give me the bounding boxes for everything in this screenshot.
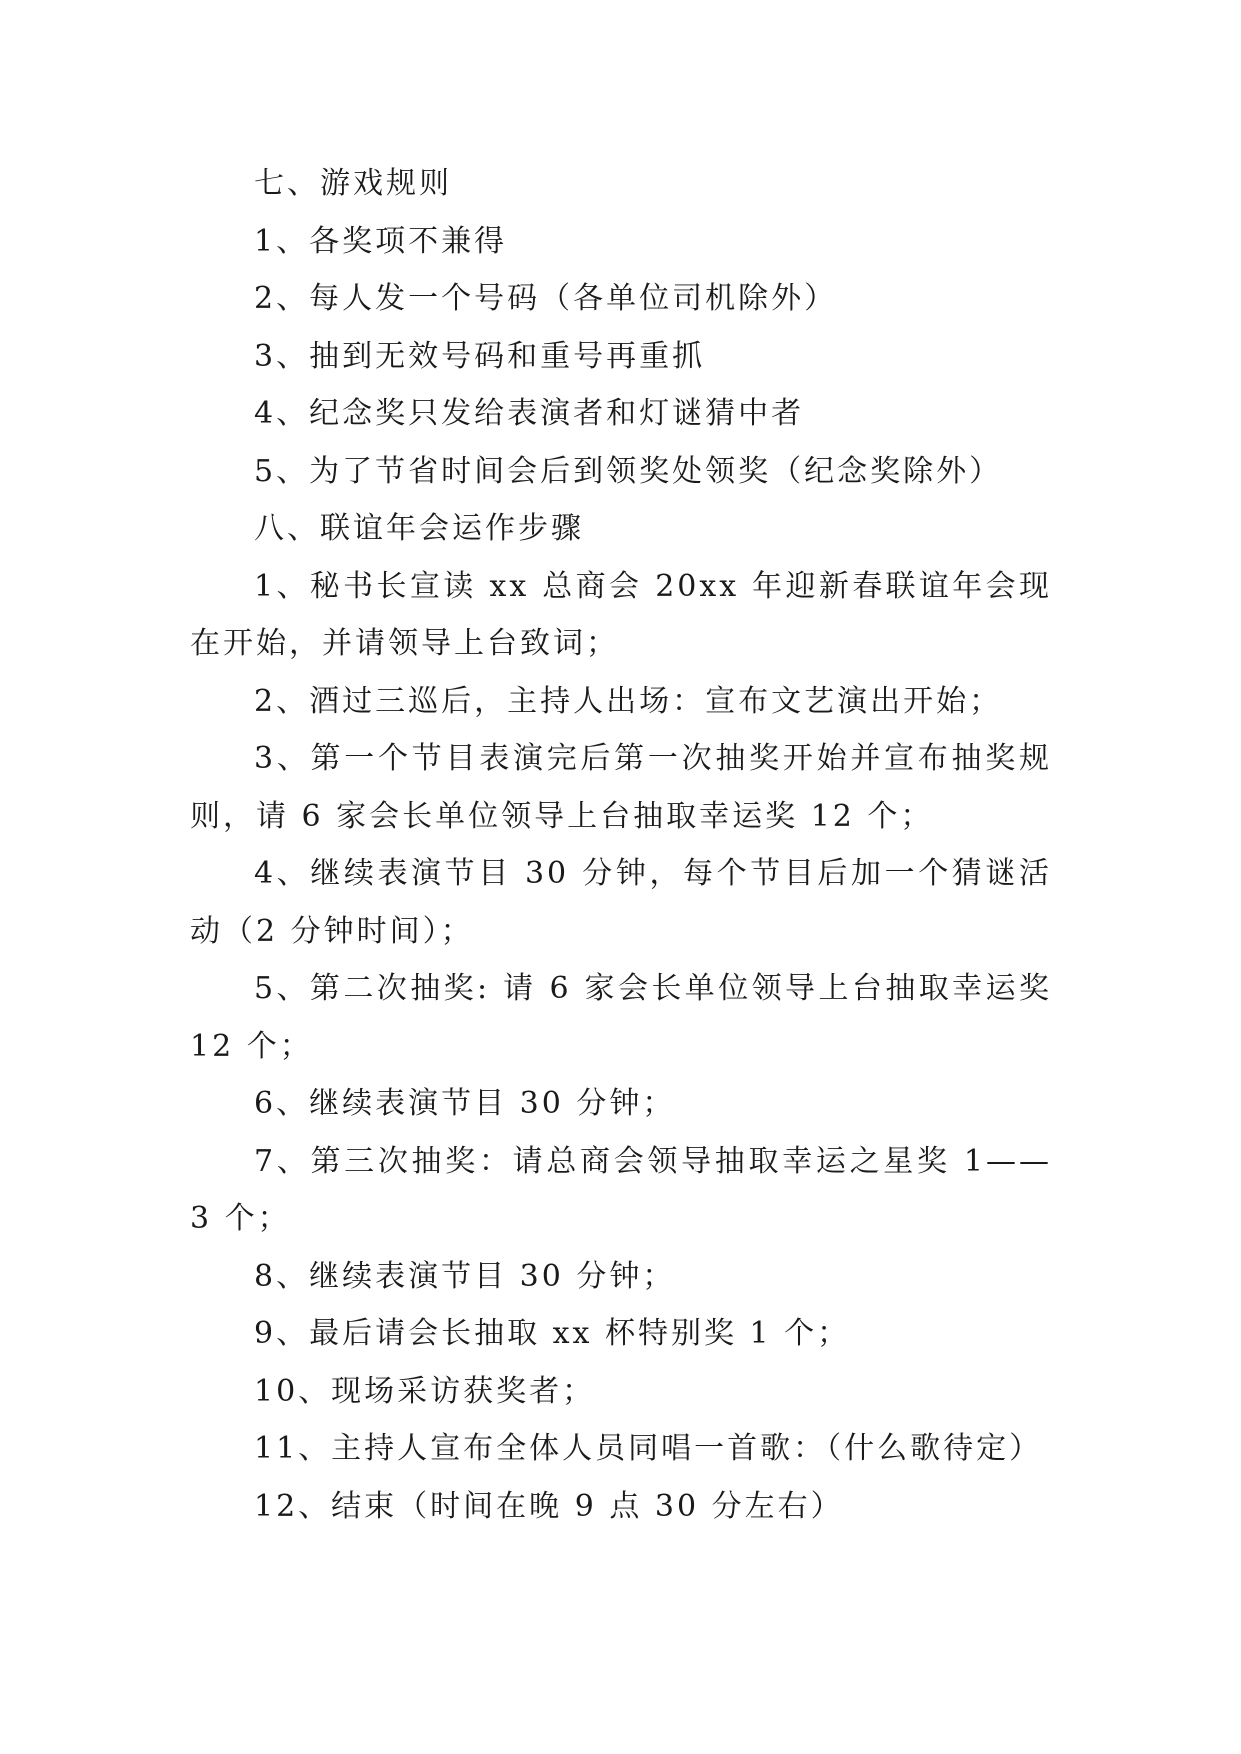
section-heading-procedure: 八、联谊年会运作步骤 [254, 511, 584, 546]
procedure-step-3: 3、第一个节目表演完后第一次抽奖开始并宣布抽奖规则，请 6 家会长单位领导上台抽取幸运奖 12 个； [190, 741, 1052, 834]
rule-item-3: 3、抽到无效号码和重号再重抓 [254, 338, 706, 374]
document-body [190, 155, 1052, 1535]
procedure-step-11: 11、主持人宣布全体人员同唱一首歌：（什么歌待定） [254, 1431, 1043, 1466]
procedure-step-10: 10、现场采访获奖者； [254, 1373, 596, 1409]
rule-item-1: 1、各奖项不兼得 [254, 223, 508, 259]
section-heading-game-rules: 七、游戏规则 [254, 166, 452, 201]
procedure-step-1: 1、秘书长宣读 xx 总商会 20xx 年迎新春联谊年会现在开始，并请领导上台致词； [190, 568, 1052, 661]
procedure-step-2: 2、酒过三巡后，主持人出场：宣布文艺演出开始； [254, 683, 1003, 719]
procedure-step-6: 6、继续表演节目 30 分钟； [254, 1086, 676, 1121]
rule-item-4: 4、纪念奖只发给表演者和灯谜猜中者 [254, 396, 805, 431]
procedure-step-4: 4、继续表演节目 30 分钟，每个节目后加一个猜谜活动（2 分钟时间）； [190, 856, 1052, 949]
procedure-step-8: 8、继续表演节目 30 分钟； [254, 1258, 676, 1294]
rule-item-5: 5、为了节省时间会后到领奖处领奖（纪念奖除外） [254, 453, 1003, 489]
procedure-step-12: 12、结束（时间在晚 9 点 30 分左右） [254, 1488, 844, 1524]
procedure-step-9: 9、最后请会长抽取 xx 杯特别奖 1 个； [254, 1316, 851, 1351]
procedure-step-7: 7、第三次抽奖：请总商会领导抽取幸运之星奖 1——3 个； [190, 1143, 1052, 1236]
rule-item-2: 2、每人发一个号码（各单位司机除外） [254, 281, 838, 316]
procedure-step-5: 5、第二次抽奖: 请 6 家会长单位领导上台抽取幸运奖 12 个； [190, 971, 1052, 1064]
